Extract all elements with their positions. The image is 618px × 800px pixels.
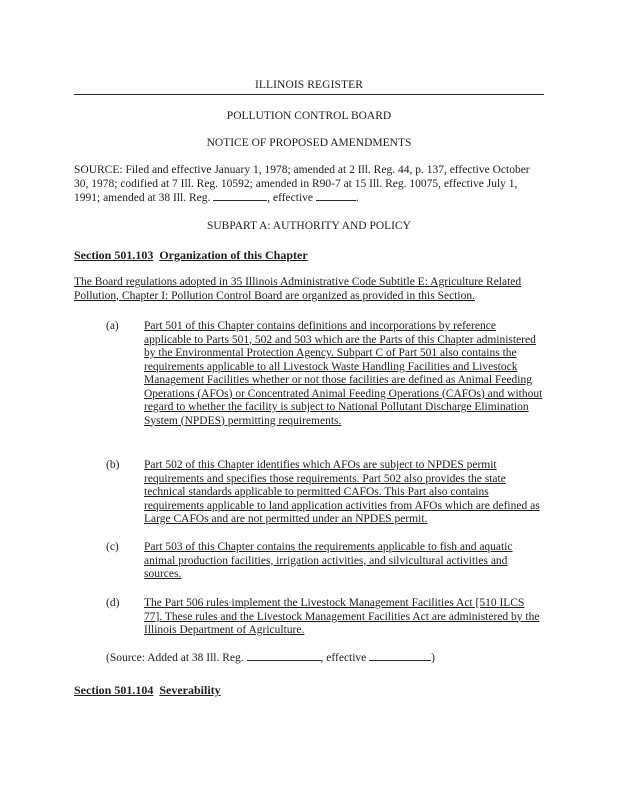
board-title: POLLUTION CONTROL BOARD bbox=[226, 110, 392, 122]
item-text: The Part 506 rules implement the Livestock Management Facilities Act [510 ILCS 77]. These rules and the Livestock Management Facilities Act are administered by the Illinois Department of Agriculture. bbox=[144, 597, 540, 636]
item-text: Part 501 of this Chapter contains definitions and incorporations by reference applicable to Parts 501, 502 and 503 which are the Parts of this Chapter administered by the Environmental Protection Agency. Subpart C of Part 501 also contains the requirements applicable to all Livestock Waste Handling Facilities and Livestock Management Facilities whether or not those facilities are defined as Animal Feeding Operations (AFOs) or Concentrated Animal Feeding Operations (CAFOs) and without regard to whether the facility is subject to National Pollutant Discharge Elimination System (NPDES) permitting requirements. bbox=[144, 320, 543, 427]
section-103-heading bbox=[74, 248, 308, 263]
section-104-title: Severability bbox=[159, 683, 221, 697]
source-note-effective-blank bbox=[369, 651, 431, 661]
item-text: Part 503 of this Chapter contains the requirements applicable to fish and aquatic animal production facilities, irrigation activities, and silvicultural activities and sources. bbox=[144, 541, 513, 580]
source-note-prefix: (Source: Added at 38 Ill. Reg. bbox=[106, 652, 244, 664]
section-104-number: Section 501.104 bbox=[74, 683, 154, 697]
subpart-title: SUBPART A: AUTHORITY AND POLICY bbox=[206, 220, 411, 232]
section-103-title: Organization of this Chapter bbox=[159, 248, 308, 262]
section-103-source-note bbox=[106, 651, 435, 664]
section-104-heading bbox=[74, 683, 221, 698]
source-note-suffix: ) bbox=[431, 652, 436, 664]
notice-title: NOTICE OF PROPOSED AMENDMENTS bbox=[206, 137, 412, 149]
source-paragraph bbox=[74, 164, 544, 206]
header-divider bbox=[74, 94, 544, 95]
source-effective-label: , effective bbox=[267, 192, 314, 204]
item-label: (b) bbox=[106, 459, 120, 471]
register-title: ILLINOIS REGISTER bbox=[254, 79, 364, 91]
source-note-middle: , effective bbox=[320, 652, 367, 664]
section-103-number: Section 501.103 bbox=[74, 248, 154, 262]
source-text: SOURCE: Filed and effective January 1, 1978; amended at 2 Ill. Reg. 44, p. 137, effective October 30, 1978; codified at 7 Ill. Reg. 10592; amended in R90-7 at 15 Ill. Reg. 10075, effective July 1, 1991; amended at 38 Ill. Reg. bbox=[74, 164, 530, 204]
source-effective-blank bbox=[316, 191, 356, 201]
source-note-reg-blank bbox=[247, 651, 321, 661]
item-label: (c) bbox=[106, 541, 119, 553]
item-label: (a) bbox=[106, 320, 119, 332]
section-103-intro: The Board regulations adopted in 35 Illinois Administrative Code Subtitle E: Agriculture Related Pollution, Chapter I: Pollution Control Board are organized as provided in this Section. bbox=[74, 276, 522, 302]
source-end: . bbox=[355, 192, 359, 204]
item-label: (d) bbox=[106, 597, 120, 609]
item-text: Part 502 of this Chapter identifies which AFOs are subject to NPDES permit requirements and specifies those requirements. Part 502 also provides the state technical standards applicable to permitted CAFOs. This Part also contains requirements applicable to land application activities from AFOs which are defined as Large CAFOs and are not permitted under an NPDES permit. bbox=[144, 459, 540, 525]
source-reg-blank bbox=[213, 191, 267, 201]
